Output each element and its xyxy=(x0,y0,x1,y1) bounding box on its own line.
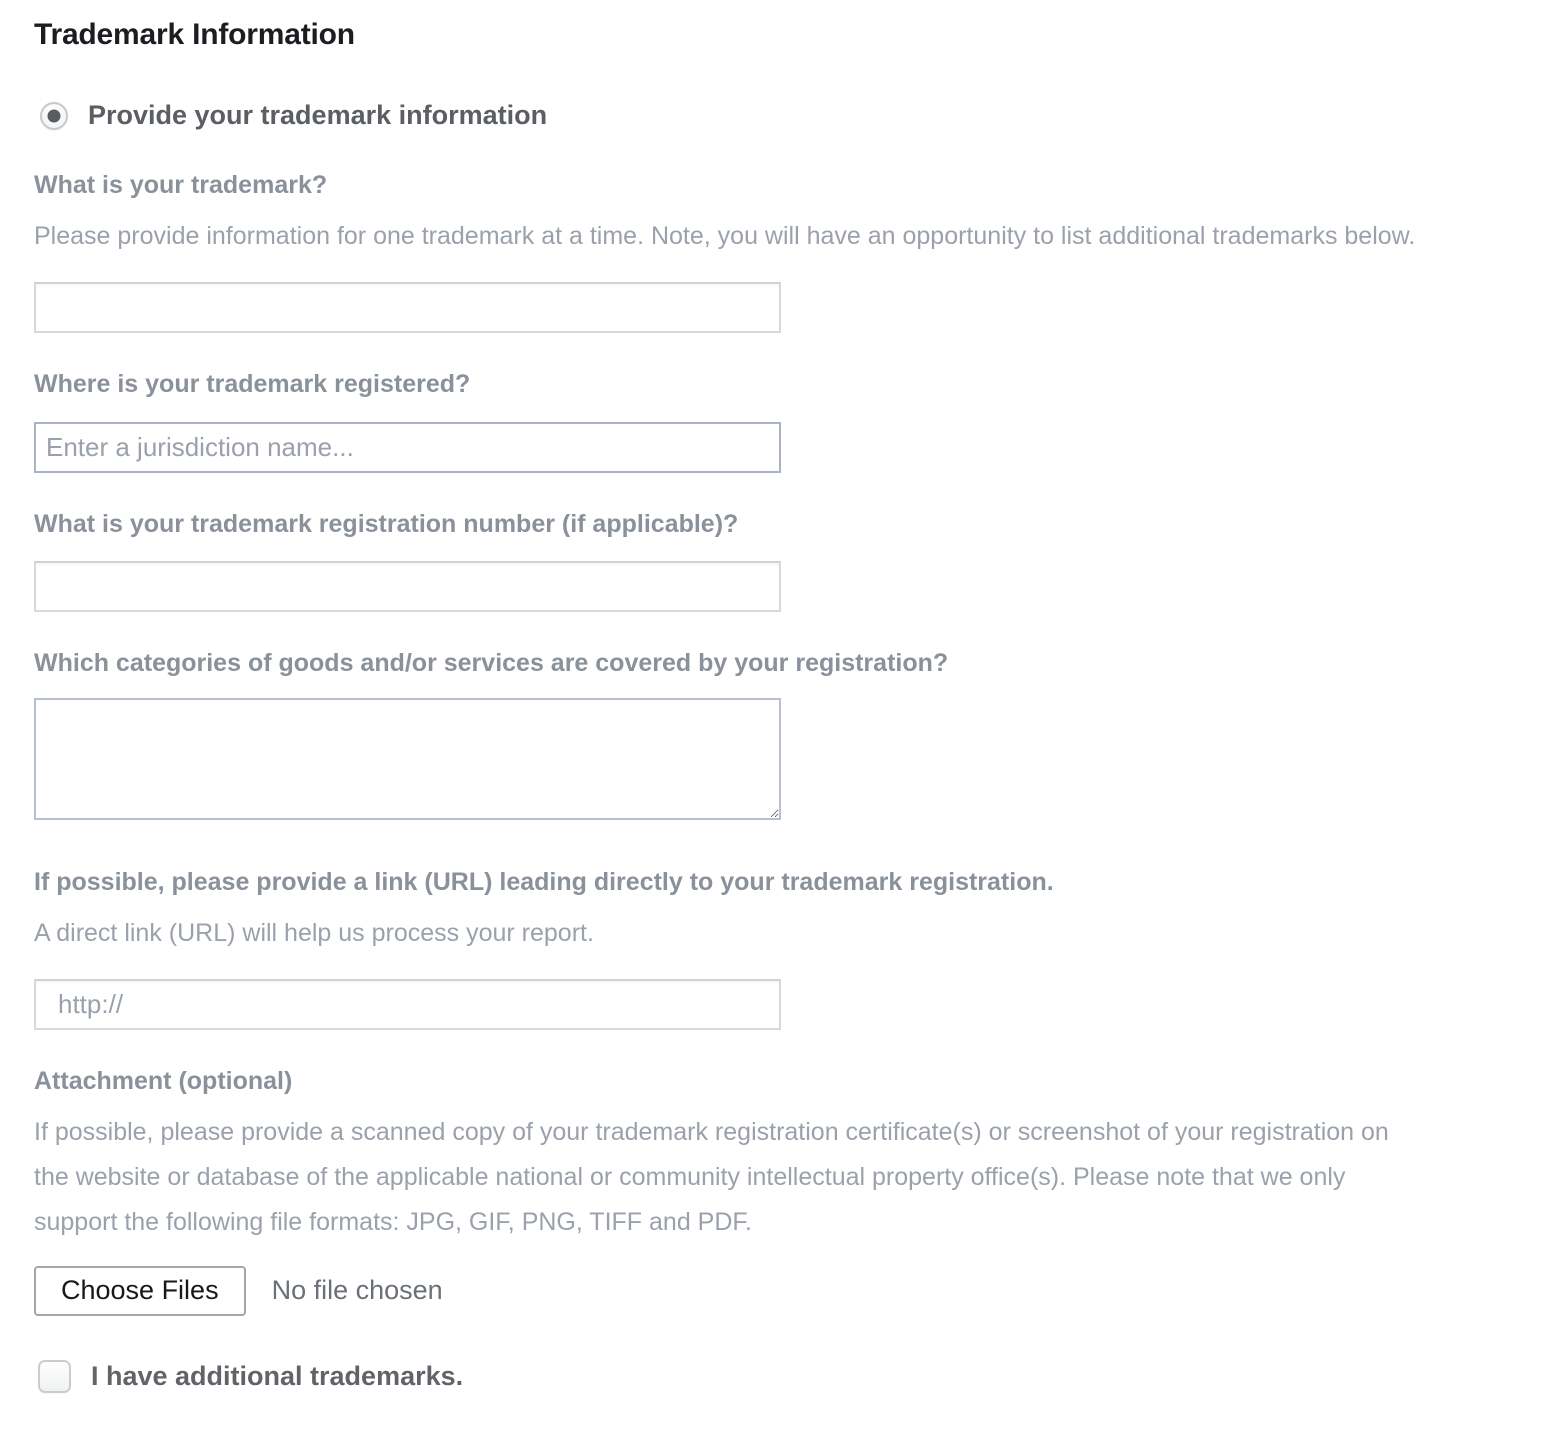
jurisdiction-question-label: Where is your trademark registered? xyxy=(34,369,471,398)
trademark-name-input[interactable] xyxy=(34,282,781,333)
registration-number-input[interactable] xyxy=(34,561,781,612)
registration-number-question-label: What is your trademark registration number (if applicable)? xyxy=(34,509,739,538)
radio-selected-dot-icon xyxy=(48,109,61,122)
trademark-information-form xyxy=(34,18,1522,1393)
field-jurisdiction xyxy=(34,370,1522,473)
attachment-label: Attachment (optional) xyxy=(34,1066,293,1095)
radio-label-provide-trademark-information[interactable]: Provide your trademark information xyxy=(88,100,548,130)
additional-trademarks-row[interactable] xyxy=(38,1360,1522,1393)
attachment-help-text: If possible, please provide a scanned copy of your trademark registration certificate(s) or screenshot of your registration on the website or database of the applicable national or community intellectual property office(s). Please note that we only support the following file formats: JPG, GIF, PNG, TIFF and PDF. xyxy=(34,1117,1389,1236)
field-categories xyxy=(34,649,1522,820)
additional-trademarks-checkbox[interactable] xyxy=(38,1360,71,1393)
radio-provide-trademark-information[interactable] xyxy=(40,102,68,130)
field-registration-url xyxy=(34,868,1522,1030)
jurisdiction-input[interactable] xyxy=(34,422,781,473)
registration-url-input[interactable] xyxy=(34,979,781,1030)
trademark-question-label: What is your trademark? xyxy=(34,171,328,199)
file-chosen-status: No file chosen xyxy=(271,1275,443,1305)
field-trademark-name xyxy=(34,171,1522,333)
categories-question-label: Which categories of goods and/or services are covered by your registration? xyxy=(34,649,949,678)
file-upload-row xyxy=(34,1266,1522,1316)
additional-trademarks-label[interactable]: I have additional trademarks. xyxy=(91,1360,464,1391)
field-attachment xyxy=(34,1067,1522,1316)
field-registration-number xyxy=(34,510,1522,613)
registration-url-help-text: A direct link (URL) will help us process your report. xyxy=(34,918,594,947)
page-title: Trademark Information xyxy=(34,18,355,51)
registration-url-label: If possible, please provide a link (URL) leading directly to your trademark registration. xyxy=(34,868,1054,896)
choose-files-button[interactable]: Choose Files xyxy=(34,1266,246,1316)
categories-textarea[interactable] xyxy=(34,698,781,820)
trademark-help-text: Please provide information for one trademark at a time. Note, you will have an opportunity to list additional trademarks below. xyxy=(34,221,1416,250)
radio-row-provide-trademark-information[interactable] xyxy=(40,100,1522,131)
